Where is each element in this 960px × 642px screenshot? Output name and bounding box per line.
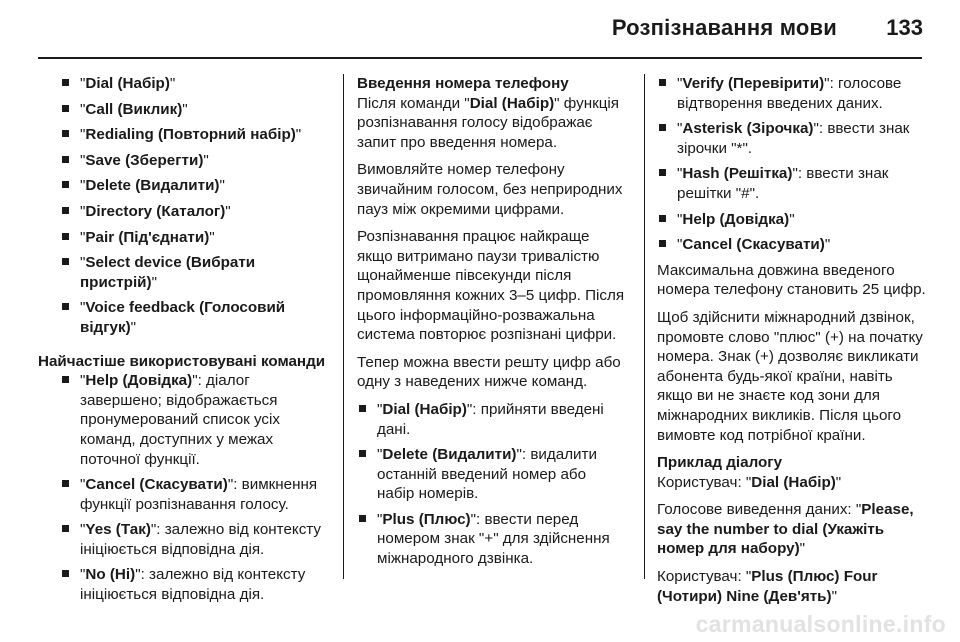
command-description: : залежно від контексту ініціюється відповідна дія. <box>80 521 322 558</box>
bullet-icon <box>62 480 69 487</box>
bullet-icon <box>659 79 666 86</box>
bullet-icon <box>62 105 69 112</box>
bullet-icon <box>359 450 366 457</box>
bullet-icon <box>659 240 666 247</box>
bullet-icon <box>659 169 666 176</box>
command-list <box>357 400 627 569</box>
list-item: "Voice feedback (Голосовий відгук)" <box>60 298 335 337</box>
column-3 <box>657 74 929 614</box>
bullet-icon <box>62 181 69 188</box>
list-item: "Delete (Видалити)": видалити останній введений номер або набір номерів. <box>357 445 627 504</box>
command-list <box>657 74 929 255</box>
bullet-icon <box>62 156 69 163</box>
command-name: Plus (Плюс) <box>382 510 471 528</box>
bullet-icon <box>62 207 69 214</box>
section-heading: Найчастіше використовувані команди <box>38 352 326 370</box>
command-name: Directory (Каталог) <box>85 202 226 220</box>
command-description: : голосове відтворення введених даних. <box>677 75 902 112</box>
command-name: Yes (Так) <box>85 521 151 539</box>
command-name: Cancel (Скасувати) <box>85 476 228 494</box>
page-title: Розпізнавання мови <box>611 15 837 40</box>
paragraph-text: Після команди " <box>357 94 470 112</box>
list-item: "Help (Довідка)": діалог завершено; відображається пронумерований список усіх команд, доступних у межах поточної функції. <box>60 371 335 469</box>
command-name: Voice feedback (Голосовий відгук) <box>80 299 286 336</box>
header-rule <box>38 57 922 59</box>
quote-mark: " <box>835 473 842 491</box>
paragraph: Вимовляйте номер телефону звичайним голосом, без неприродних пауз між окремими цифрами. <box>357 161 623 218</box>
command-description: : діалог завершено; відображається пронумерований список усіх команд, доступних у межах поточної функції. <box>80 372 280 468</box>
command-name: Help (Довідка) <box>85 372 193 390</box>
command-description: : ввести знак зірочки "*". <box>677 120 910 157</box>
list-item: "Hash (Решітка)": ввести знак решітки "#". <box>657 164 929 203</box>
paragraph-text: " функція розпізнавання голосу відображає запит про введення номера. <box>357 94 620 151</box>
command-name: Verify (Перевірити) <box>682 75 825 92</box>
command-name: Delete (Видалити) <box>85 177 220 195</box>
bullet-icon <box>62 570 69 577</box>
bullet-icon <box>659 124 666 131</box>
command-name: No (Ні) <box>85 566 136 584</box>
command-name: Hash (Решітка) <box>682 165 793 183</box>
column-1 <box>38 74 335 611</box>
list-item: "Select device (Вибрати пристрій)" <box>60 253 335 292</box>
command-name: Help (Довідка) <box>682 210 790 228</box>
command-name: Dial (Набір) <box>382 400 467 418</box>
command-description: : залежно від контексту ініціюється відповідна дія. <box>80 566 306 604</box>
list-item: "Help (Довідка)" <box>657 210 929 230</box>
bullet-icon <box>62 303 69 310</box>
dialog-speaker: Користувач: " <box>657 568 752 586</box>
list-item: "Yes (Так)": залежно від контексту ініціюється відповідна дія. <box>60 520 335 559</box>
command-name: Asterisk (Зірочка) <box>682 120 814 138</box>
column-divider <box>644 74 645 579</box>
column-divider <box>343 74 344 579</box>
paragraph: Тепер можна ввести решту цифр або одну з наведених нижче команд. <box>357 353 621 391</box>
command-description: : ввести знак решітки "#". <box>677 165 889 202</box>
section-heading: Введення номера телефону <box>357 75 569 92</box>
command-name: Delete (Видалити) <box>382 446 517 464</box>
bullet-icon <box>62 130 69 137</box>
command-description: : вимкнення функції розпізнавання голосу. <box>80 476 318 513</box>
dialog-text: Dial (Набір) <box>751 473 836 491</box>
paragraph: Розпізнавання працює найкраще якщо витримано паузи тривалістю щонайменше півсекунди після промовляння кожних 3–5 цифр. Після цього інформаційно-розважальна система повторює розпізнані цифри. <box>357 228 625 344</box>
frequent-command-list <box>60 371 335 605</box>
list-item: "Delete (Видалити)" <box>60 176 335 196</box>
dialog-speaker: Голосове виведення даних: " <box>657 501 862 519</box>
list-item: "Call (Виклик)" <box>60 100 335 120</box>
command-description: : ввести перед номером знак "+" для здійснення міжнародного дзвінка. <box>377 510 610 568</box>
command-name: Call (Виклик) <box>85 100 183 118</box>
command-name: Cancel (Скасувати) <box>682 236 825 254</box>
list-item: "Cancel (Скасувати)": вимкнення функції розпізнавання голосу. <box>60 475 335 514</box>
bullet-icon <box>62 79 69 86</box>
page-header <box>0 0 960 56</box>
bullet-icon <box>62 233 69 240</box>
command-name: Dial (Набір) <box>469 94 555 112</box>
command-name: Save (Зберегти) <box>85 151 204 169</box>
command-name: Dial (Набір) <box>85 75 170 92</box>
list-item: "Save (Зберегти)" <box>60 151 335 171</box>
quote-mark: " <box>799 540 806 558</box>
command-name: Redialing (Повторний набір) <box>85 126 296 144</box>
dialog-text: Please, say the number to dial (Укажіть номер для набору) <box>657 501 914 558</box>
section-heading: Приклад діалогу <box>657 454 783 472</box>
dialog-line <box>657 567 929 606</box>
list-item: "Redialing (Повторний набір)" <box>60 125 335 145</box>
watermark: carmanualsonline.info <box>695 611 946 637</box>
page-number: 133 <box>886 15 923 40</box>
column-2 <box>357 74 627 575</box>
paragraph: Щоб здійснити міжнародний дзвінок, промовте слово "плюс" (+) на початку номера. Знак (+) дозволяє викликати абонента будь-якої країни, навіть якщо ви не знаєте код зони для міжнародних викликів. Після цього вимовте код потрібної країни. <box>657 308 923 444</box>
list-item: "Cancel (Скасувати)" <box>657 235 929 255</box>
list-item: "No (Ні)": залежно від контексту ініціюється відповідна дія. <box>60 565 335 604</box>
dialog-text: Plus (Плюс) Four (Чотири) Nine (Дев'ять) <box>657 568 878 605</box>
command-description: : прийняти введені дані. <box>377 400 604 438</box>
paragraph <box>357 94 627 153</box>
bullet-icon <box>62 376 69 383</box>
command-description: : видалити останній введений номер або набір номерів. <box>377 446 597 503</box>
dialog-line <box>657 500 929 559</box>
paragraph: Максимальна довжина введеного номера телефону становить 25 цифр. <box>657 261 926 299</box>
bullet-icon <box>62 525 69 532</box>
list-item: "Pair (Під'єднати)" <box>60 228 335 248</box>
list-item: "Verify (Перевірити)": голосове відтворення введених даних. <box>657 74 929 113</box>
list-item: "Asterisk (Зірочка)": ввести знак зірочки "*". <box>657 119 929 158</box>
command-name: Select device (Вибрати пристрій) <box>80 254 256 291</box>
dialog-line <box>657 473 929 493</box>
command-list <box>60 74 335 338</box>
command-name: Pair (Під'єднати) <box>85 228 210 246</box>
list-item: "Directory (Каталог)" <box>60 202 335 222</box>
bullet-icon <box>659 215 666 222</box>
list-item: "Dial (Набір)" <box>60 74 335 94</box>
bullet-icon <box>359 515 366 522</box>
quote-mark: " <box>831 587 837 605</box>
bullet-icon <box>359 405 366 412</box>
list-item: "Plus (Плюс)": ввести перед номером знак "+" для здійснення міжнародного дзвінка. <box>357 510 627 569</box>
bullet-icon <box>62 258 69 265</box>
dialog-speaker: Користувач: " <box>657 473 752 491</box>
list-item: "Dial (Набір)": прийняти введені дані. <box>357 400 627 439</box>
